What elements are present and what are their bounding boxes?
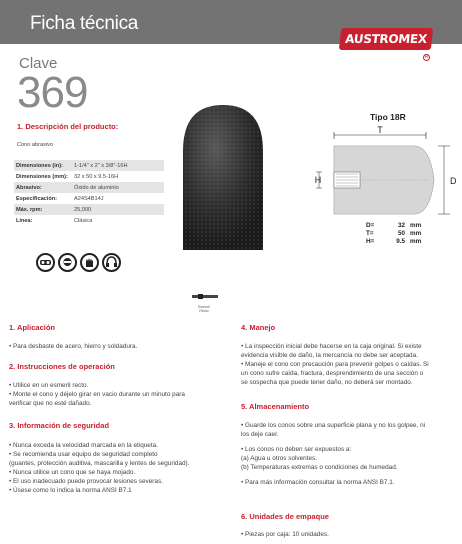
list-item: (b) Temperaturas extremas o condiciones de humedad. [241,464,398,471]
seguridad-title: 3. Información de seguridad [9,421,110,430]
spec-label: Especificación: [16,195,58,202]
dimension-unit: mm [410,222,422,229]
face-shield-icon [58,253,77,272]
safety-icons [36,253,121,272]
almacenamiento-list [241,421,425,487]
dimension-unit: mm [410,230,422,237]
spec-label: Abrasivo: [14,182,72,193]
label-t: T [377,125,383,135]
spec-value: 25,000 [72,204,164,215]
spec-row [14,160,164,171]
label-h: H [314,175,322,185]
list-item: • Nunca exceda la velocidad marcada en la etiqueta. [9,442,158,449]
label-d: D [450,176,457,186]
dimension-key: H= [366,238,375,245]
spec-value: 1-1/4" x 2" x 3/8"-16H [72,160,164,171]
gloves-icon [80,253,99,272]
instrucciones-list [9,381,185,408]
empaque-title: 6. Unidades de empaque [241,512,329,521]
list-item: los deje caer. [241,431,279,438]
ear-protection-icon [102,253,121,272]
spec-label: Dimensiones (in): [14,160,72,171]
manejo-title: 4. Manejo [241,323,276,332]
spec-label: Dimensiones (mm): [16,173,68,180]
list-item: un cono sufre caída, fractura, desprendimiento de una sección o [241,370,424,377]
dimension-unit: mm [410,238,422,245]
list-item: • Se recomienda usar equipo de seguridad completo [9,451,158,458]
almacenamiento-title: 5. Almacenamiento [241,402,310,411]
seguridad-list [9,441,189,495]
list-item: • Monte el cono y déjelo girar en vacio durante un minuto para [9,391,185,398]
descripcion-subtitle: Cono abrasivo [17,142,54,148]
clave-label: Clave [19,55,58,72]
list-item: • Utilice en un esmeril recto. [9,382,89,389]
goggles-icon [36,253,55,272]
spec-row [14,204,164,215]
list-item: • Nunca utilice un cono que se haya mojado. [9,469,136,476]
spec-value: A24S4B14J [74,195,104,202]
empaque-list [241,530,329,539]
dimension-key: T= [366,230,374,237]
spec-row [14,215,164,226]
spec-row [14,193,164,204]
spec-value: Clásica [74,217,93,224]
dimension-value: 9.5 [396,238,405,245]
manejo-list [241,342,429,387]
list-item: (guantes, protección auditiva, mascarilla y lentes de seguridad). [9,460,190,467]
spec-row [14,182,164,193]
list-item: • Guarde los conos sobre una superficie plana y no los golpee, ni [241,422,426,429]
dimensions-list [366,222,421,246]
list-item: evidencia visible de daño, la mercancía no debe ser aceptada. [241,352,418,359]
descripcion-title: 1. Descripción del producto: [17,122,119,131]
list-item: • Los conos no deben ser expuestos a: [241,446,352,453]
clave-number: 369 [17,68,88,117]
aplicacion-list [9,342,137,351]
list-item: • La inspección inicial debe hacerse en la caja original. Si existe [241,343,422,350]
list-item: verificar que no esté dañado. [9,400,92,407]
austromex-logo [340,22,440,62]
spec-label: Línea: [16,217,33,224]
registered-mark-icon: R [424,54,429,60]
aplicacion-title: 1. Aplicación [9,323,55,332]
list-item: • Maneje el cono con precaución para prevenir golpes o caídas. Si [241,361,429,368]
dimension-row [366,222,421,230]
dimension-key: D= [366,222,375,229]
spec-table [14,160,164,226]
dimension-row [366,230,421,238]
list-item: • Úsese como lo indica la norma ANSI B7.1 [9,487,132,494]
spec-label: Máx. rpm: [14,204,72,215]
dimension-row [366,238,421,246]
page-title: Ficha técnica [30,13,139,34]
tipo-label: Tipo 18R [370,112,406,122]
logo-wordmark: AUSTROMEX [339,28,433,50]
spec-value: Óxido de aluminio [72,182,164,193]
list-item: • El uso inadecuado puede provocar lesiones severas. [9,478,163,485]
list-item: • Para más información consultar la norma ANSI B7.1. [241,479,395,486]
list-item: (a) Agua u otros solventes. [241,455,318,462]
list-item: • Piezas por caja: 10 unidades. [241,531,329,538]
dimension-diagram [310,122,460,222]
instrucciones-title: 2. Instrucciones de operación [9,362,115,371]
list-item: • Para desbaste de acero, hierro y soldadura. [9,343,138,350]
dimension-value: 32 [397,222,405,229]
spec-value: 32 x 50 x 9.5-16H [74,173,119,180]
spec-row [14,171,164,182]
list-item: se sospecha que puede tener daño, no deberá ser montado. [241,379,413,386]
dimension-value: 50 [397,230,405,237]
esmeril-label: Esmeril Recto [198,305,210,313]
product-cone-image [173,103,273,250]
